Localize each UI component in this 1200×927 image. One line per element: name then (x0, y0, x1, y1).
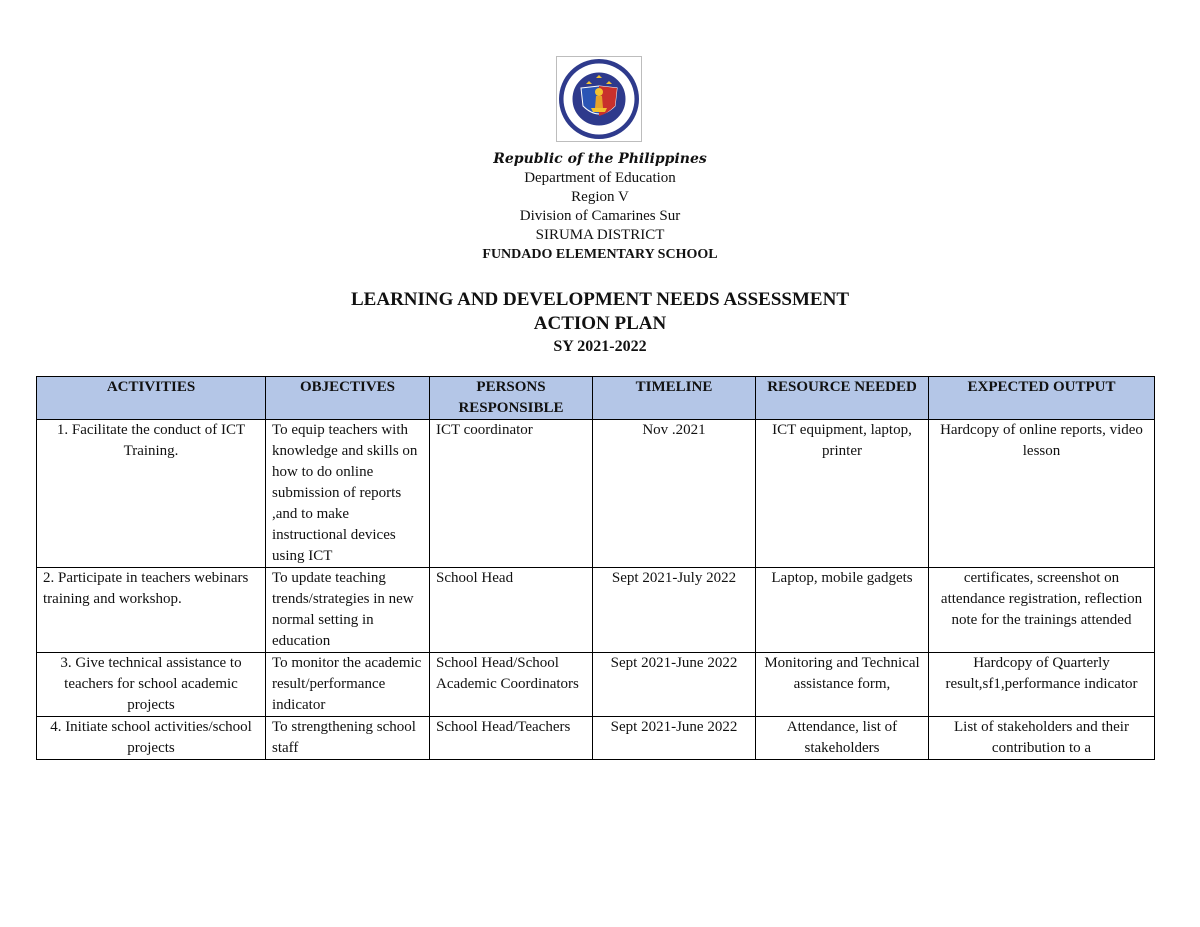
persons-cell: School Head/Teachers (430, 717, 593, 760)
activity-cell: 3. Give technical assistance to teachers for school academic projects (37, 653, 266, 717)
output-cell: Hardcopy of online reports, video lesson (929, 420, 1155, 568)
objective-cell: To update teaching trends/strategies in new normal setting in education (266, 568, 430, 653)
table-row (37, 717, 1155, 760)
resources-cell: Monitoring and Technical assistance form, (756, 653, 929, 717)
region-line: Region V (571, 189, 629, 205)
objective-cell: To equip teachers with knowledge and skills on how to do online submission of reports ,and to make instructional devices using ICT (266, 420, 430, 568)
title-line-2: ACTION PLAN (533, 313, 667, 334)
persons-cell: School Head (430, 568, 593, 653)
persons-cell: ICT coordinator (430, 420, 593, 568)
resources-cell: Laptop, mobile gadgets (756, 568, 929, 653)
persons-cell: School Head/School Academic Coordinators (430, 653, 593, 717)
action-plan-table (36, 376, 1155, 760)
timeline-cell: Sept 2021-June 2022 (593, 717, 756, 760)
activity-cell: 2. Participate in teachers webinars training and workshop. (37, 568, 266, 653)
resources-cell: ICT equipment, laptop, printer (756, 420, 929, 568)
document-title (0, 288, 1200, 358)
column-header-objectives: OBJECTIVES (266, 377, 430, 420)
school-name: FUNDADO ELEMENTARY SCHOOL (482, 247, 718, 262)
deped-seal-logo (556, 56, 642, 142)
table-row (37, 568, 1155, 653)
school-year: SY 2021-2022 (553, 338, 647, 355)
table-row (37, 420, 1155, 568)
activity-cell: 4. Initiate school activities/school projects (37, 717, 266, 760)
timeline-cell: Nov .2021 (593, 420, 756, 568)
output-cell: List of stakeholders and their contribution to a (929, 717, 1155, 760)
department-line: Department of Education (524, 170, 676, 186)
column-header-persons: PERSONS RESPONSIBLE (430, 377, 593, 420)
column-header-timeline: TIMELINE (593, 377, 756, 420)
timeline-cell: Sept 2021-July 2022 (593, 568, 756, 653)
table-row (37, 653, 1155, 717)
column-header-resources: RESOURCE NEEDED (756, 377, 929, 420)
district-line: SIRUMA DISTRICT (535, 227, 665, 243)
output-cell: certificates, screenshot on attendance registration, reflection note for the trainings attended (929, 568, 1155, 653)
objective-cell: To strengthening school staff (266, 717, 430, 760)
column-header-activities: ACTIVITIES (37, 377, 266, 420)
activity-cell: 1. Facilitate the conduct of ICT Training. (37, 420, 266, 568)
output-cell: Hardcopy of Quarterly result,sf1,performance indicator (929, 653, 1155, 717)
column-header-output: EXPECTED OUTPUT (929, 377, 1155, 420)
division-line: Division of Camarines Sur (519, 208, 681, 224)
republic-line: Republic of the Philippines (493, 151, 707, 167)
objective-cell: To monitor the academic result/performance indicator (266, 653, 430, 717)
table-header-row (37, 377, 1155, 420)
letterhead (0, 150, 1200, 264)
resources-cell: Attendance, list of stakeholders (756, 717, 929, 760)
title-line-1: LEARNING AND DEVELOPMENT NEEDS ASSESSMENT (351, 289, 849, 310)
timeline-cell: Sept 2021-June 2022 (593, 653, 756, 717)
